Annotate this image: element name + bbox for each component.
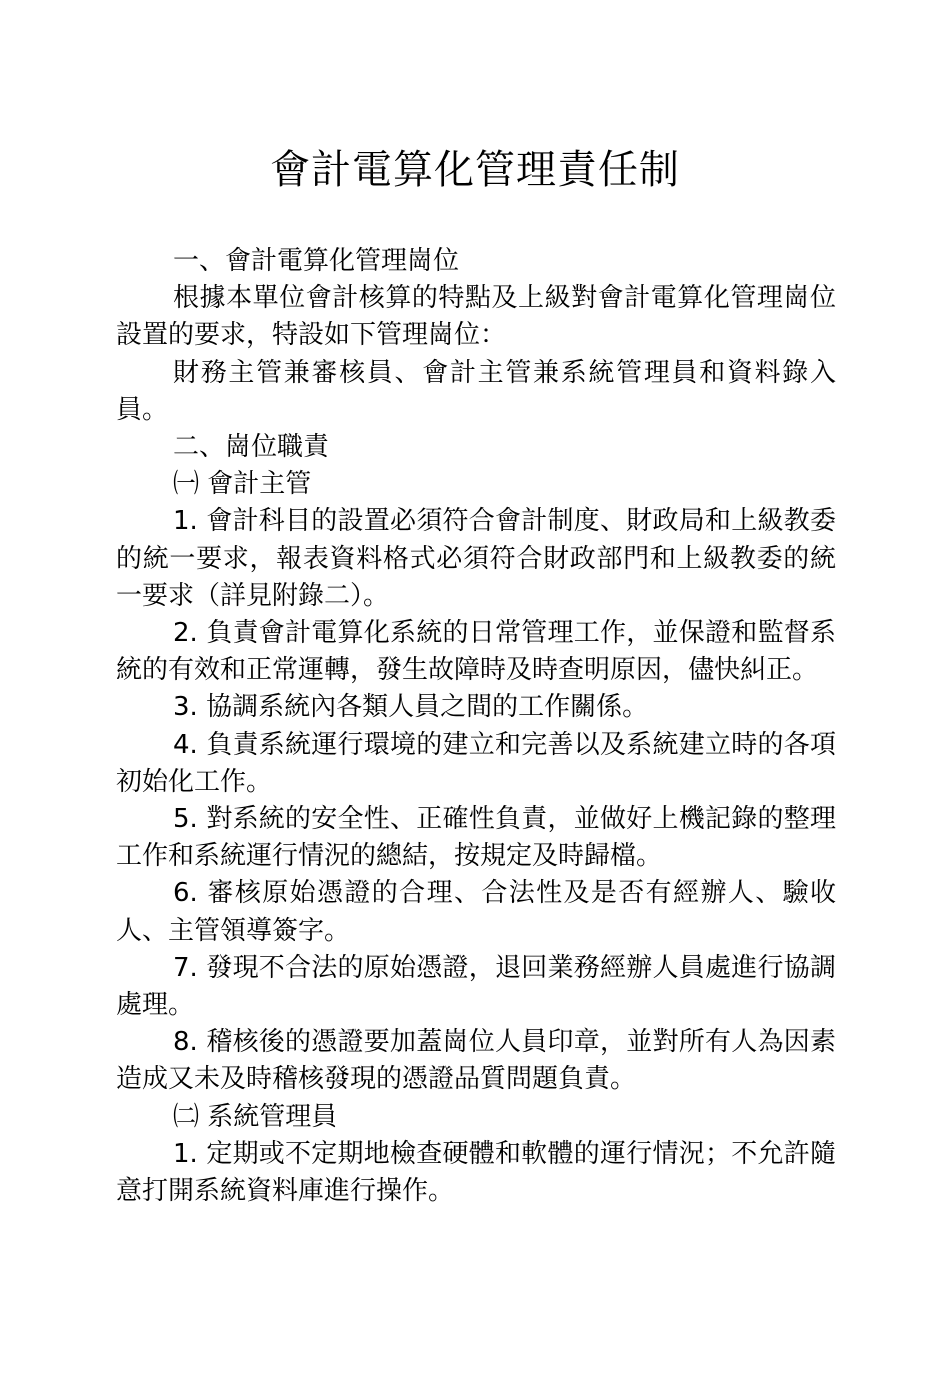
list-item-6: 6. 審核原始憑證的合理、合法性及是否有經辦人、驗收人、主管領導簽字。 <box>116 878 836 946</box>
list-item-4: 4. 負責系統運行環境的建立和完善以及系統建立時的各項初始化工作。 <box>116 729 836 797</box>
subsection-heading-system-admin: ㈡ 系統管理員 <box>173 1101 338 1132</box>
list-item-2: 2. 負責會計電算化系統的日常管理工作，並保證和監督系統的有效和正常運轉，發生故障時及時查明原因，儘快糾正。 <box>116 618 836 686</box>
section-heading-duties: 二、崗位職責 <box>173 432 330 463</box>
subsection-heading-accounting-supervisor: ㈠ 會計主管 <box>173 469 312 500</box>
list-item-5: 5. 對系統的安全性、正確性負責，並做好上機記錄的整理工作和系統運行情況的總結，按規定及時歸檔。 <box>116 804 836 872</box>
list-item-1: 1. 會計科目的設置必須符合會計制度、財政局和上級教委的統一要求，報表資料格式必須符合財政部門和上級教委的統一要求（詳見附錄二）。 <box>116 506 836 611</box>
document-title: 會計電算化管理責任制 <box>270 147 680 193</box>
paragraph-intro: 根據本單位會計核算的特點及上級對會計電算化管理崗位設置的要求，特設如下管理崗位： <box>116 283 836 351</box>
section-heading-positions: 一、會計電算化管理崗位 <box>173 246 460 276</box>
list-item-admin-1: 1. 定期或不定期地檢查硬體和軟體的運行情況；不允許隨意打開系統資料庫進行操作。 <box>116 1138 836 1207</box>
list-item-7: 7. 發現不合法的原始憑證，退回業務經辦人員處進行協調處理。 <box>116 952 836 1021</box>
paragraph-position-list: 財務主管兼審核員、會計主管兼系統管理員和資料錄入員。 <box>116 357 836 425</box>
list-item-8: 8. 稽核後的憑證要加蓋崗位人員印章，並對所有人為因素造成又未及時稽核發現的憑證品質問題負責。 <box>116 1027 836 1095</box>
document-body <box>116 243 836 1210</box>
list-item-3: 3. 協調系統內各類人員之間的工作關係。 <box>173 692 649 723</box>
